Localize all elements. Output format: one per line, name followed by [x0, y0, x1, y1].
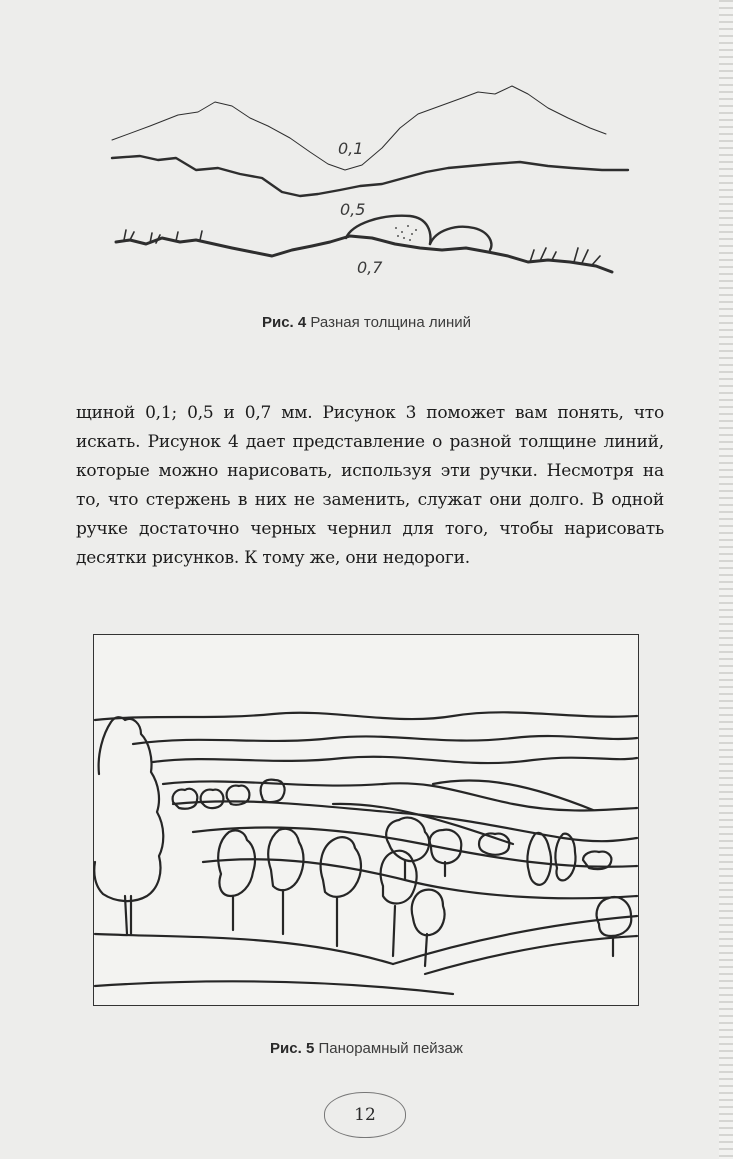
paragraph-text: щиной 0,1; 0,5 и 0,7 мм. Рисунок 3 поможет вам понять, что искать. Рисунок 4 дает представление о разной толщине линий, которые можно нарисовать, используя эти ручки. Несмотря на то, что стержень в них не заменить, служат они долго. В одной ручке достаточно черных чернил для того, чтобы нарисовать десятки рисунков. К тому же, они недороги. [76, 403, 664, 568]
label-line-0-5: 0,5 [340, 200, 366, 219]
figure-4-caption-text: Разная толщина линий [310, 314, 472, 331]
figure-4-caption-prefix: Рис. 4 [261, 314, 307, 331]
line-0-5 [112, 156, 628, 196]
figure-4-caption [0, 314, 733, 331]
figure-5-caption-text: Панорамный пейзаж [318, 1040, 463, 1057]
figure-5-caption-prefix: Рис. 5 [270, 1040, 315, 1057]
figure-5-landscape-drawing [93, 634, 639, 1006]
figure-4-line-drawing [0, 0, 733, 300]
label-line-0-7: 0,7 [357, 258, 383, 277]
page-number: 12 [324, 1092, 406, 1138]
label-line-0-1: 0,1 [338, 139, 364, 158]
figure-5-caption [0, 1040, 733, 1057]
body-paragraph [76, 399, 664, 573]
